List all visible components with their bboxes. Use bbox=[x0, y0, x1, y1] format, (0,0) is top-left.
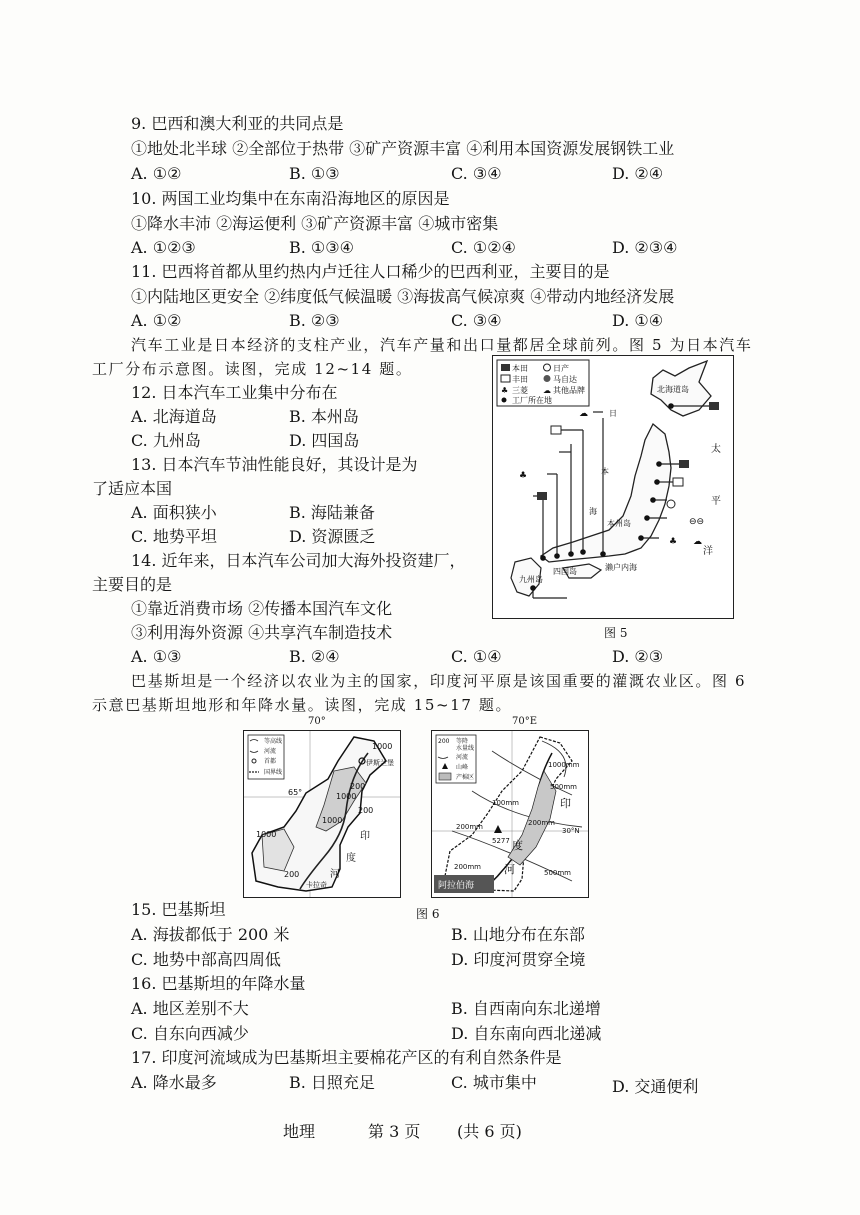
passage-pakistan-line1: 巴基斯坦是一个经济以农业为主的国家，印度河平原是该国重要的灌溉农业区。图 6 bbox=[131, 672, 747, 690]
legend-factory: 工厂所在地 bbox=[512, 396, 552, 405]
legend-iso: 等降 bbox=[456, 738, 469, 745]
q9-items: ①地处北半球 ②全部位于热带 ③矿产资源丰富 ④利用本国资源发展钢铁工业 bbox=[131, 139, 675, 158]
iso-label: 1000mm bbox=[548, 761, 580, 769]
legend-other: 其他品牌 bbox=[553, 386, 585, 395]
legend-border: 国界线 bbox=[264, 769, 283, 776]
fig6-right-lon: 70°E bbox=[512, 716, 538, 727]
iso-label: 200mm bbox=[456, 823, 483, 831]
label-kyushu: 九州岛 bbox=[519, 575, 543, 584]
q9-option-a[interactable]: A. ①② bbox=[131, 164, 182, 183]
q14-items-line2: ③利用海外资源 ④共享汽车制造技术 bbox=[131, 623, 393, 642]
passage-japan-line2: 工厂分布示意图。读图，完成 12~14 题。 bbox=[92, 360, 413, 378]
q17-option-a[interactable]: A. 降水最多 bbox=[131, 1073, 217, 1092]
q12-option-a[interactable]: A. 北海道岛 bbox=[131, 407, 217, 426]
peak-elevation: 5277 bbox=[492, 837, 510, 845]
q10-option-d[interactable]: D. ②③④ bbox=[612, 238, 678, 257]
label-yang: 洋 bbox=[703, 546, 713, 557]
label-shikoku: 四国岛 bbox=[553, 567, 577, 576]
figure-6-terrain-map bbox=[243, 730, 401, 898]
legend-river: 河流 bbox=[264, 748, 277, 755]
q14-items-line1: ①靠近消费市场 ②传播本国汽车文化 bbox=[131, 599, 393, 618]
cotton-icon bbox=[439, 773, 451, 780]
q9-option-b[interactable]: B. ①③ bbox=[289, 164, 340, 183]
mitsubishi-icon: ♣ bbox=[501, 386, 509, 395]
label-islamabad: 伊斯兰堡 bbox=[366, 759, 394, 767]
q14-option-b[interactable]: B. ②④ bbox=[289, 647, 340, 666]
iso-label: 200mm bbox=[454, 863, 481, 871]
label-ben: 本 bbox=[601, 467, 609, 476]
fig6-left-lat: 65° bbox=[288, 788, 303, 797]
q17-option-c[interactable]: C. 城市集中 bbox=[451, 1073, 537, 1092]
label-hokkaido: 北海道岛 bbox=[657, 385, 689, 394]
q12-option-c[interactable]: C. 九州岛 bbox=[131, 431, 201, 450]
q14-stem-line2: 主要目的是 bbox=[92, 575, 173, 594]
toyota-icon bbox=[551, 426, 561, 434]
q11-stem: 11. 巴西将首都从里约热内卢迁往人口稀少的巴西利亚，主要目的是 bbox=[131, 262, 610, 281]
footer-total: (共 6 页) bbox=[457, 1122, 522, 1141]
label-tai: 太 bbox=[711, 444, 721, 455]
q15-option-a[interactable]: A. 海拔都低于 200 米 bbox=[131, 925, 290, 944]
label-honshu: 本州岛 bbox=[607, 519, 631, 528]
legend-honda: 本田 bbox=[512, 364, 528, 373]
footer-subject: 地理 bbox=[283, 1122, 316, 1141]
figure-6-caption: 图 6 bbox=[416, 907, 440, 921]
contour-label: 1000 bbox=[372, 742, 393, 751]
q16-option-b[interactable]: B. 自西南向东北递增 bbox=[451, 999, 601, 1018]
q14-stem-line1: 14. 近年来，日本汽车公司加大海外投资建厂， bbox=[131, 551, 466, 570]
legend-nissan: 日产 bbox=[553, 364, 569, 373]
q12-option-d[interactable]: D. 四国岛 bbox=[289, 431, 360, 450]
passage-pakistan-line2: 示意巴基斯坦地形和年降水量。读图，完成 15~17 题。 bbox=[92, 696, 513, 714]
q10-option-b[interactable]: B. ①③④ bbox=[289, 238, 354, 257]
q11-option-b[interactable]: B. ②③ bbox=[289, 311, 340, 330]
q15-option-c[interactable]: C. 地势中部高四周低 bbox=[131, 950, 281, 969]
label-hai: 海 bbox=[589, 507, 597, 516]
figure-5-caption: 图 5 bbox=[604, 626, 628, 640]
q10-option-c[interactable]: C. ①②④ bbox=[451, 238, 516, 257]
q15-option-d[interactable]: D. 印度河贯穿全境 bbox=[451, 950, 586, 969]
q9-option-d[interactable]: D. ②④ bbox=[612, 164, 664, 183]
nissan-icon bbox=[667, 500, 675, 508]
honda-icon bbox=[501, 364, 510, 371]
honda-icon bbox=[537, 492, 547, 500]
q16-stem: 16. 巴基斯坦的年降水量 bbox=[131, 974, 306, 993]
q15-stem: 15. 巴基斯坦 bbox=[131, 900, 226, 919]
q9-option-c[interactable]: C. ③④ bbox=[451, 164, 502, 183]
other-brand-icon: ☁ bbox=[579, 409, 588, 419]
q13-option-a[interactable]: A. 面积狭小 bbox=[131, 503, 217, 522]
contour-label: 200 bbox=[284, 870, 300, 879]
honda-icon bbox=[679, 460, 689, 468]
contour-label: 200 bbox=[358, 806, 374, 815]
q10-stem: 10. 两国工业均集中在东南沿海地区的原因是 bbox=[131, 189, 450, 208]
q12-option-b[interactable]: B. 本州岛 bbox=[289, 407, 359, 426]
contour-label: 1000 bbox=[322, 816, 343, 825]
label-yin: 印 bbox=[560, 797, 571, 810]
legend-iso-value: 200 bbox=[438, 738, 450, 745]
legend-contour: 等高线 bbox=[264, 738, 283, 745]
toyota-icon bbox=[673, 478, 683, 486]
q17-stem: 17. 印度河流域成为巴基斯坦主要棉花产区的有利自然条件是 bbox=[131, 1048, 562, 1067]
label-du: 度 bbox=[512, 839, 523, 852]
q13-option-c[interactable]: C. 地势平坦 bbox=[131, 527, 217, 546]
q10-items: ①降水丰沛 ②海运便利 ③矿产资源丰富 ④城市密集 bbox=[131, 214, 499, 233]
peak-icon bbox=[494, 825, 502, 833]
q13-option-b[interactable]: B. 海陆兼备 bbox=[289, 503, 375, 522]
legend-mitsubishi: 三菱 bbox=[512, 386, 528, 395]
label-ping: 平 bbox=[711, 496, 721, 507]
q11-items: ①内陆地区更安全 ②纬度低气候温暖 ③海拔高气候凉爽 ④带动内地经济发展 bbox=[131, 287, 675, 306]
q15-option-b[interactable]: B. 山地分布在东部 bbox=[451, 925, 585, 944]
label-arabian-sea: 阿拉伯海 bbox=[438, 881, 475, 891]
fig6-right-lat: 30°N bbox=[562, 827, 580, 835]
label-setonaikai: 濑户内海 bbox=[605, 563, 637, 572]
q10-option-a[interactable]: A. ①②③ bbox=[131, 238, 196, 257]
q14-option-c[interactable]: C. ①④ bbox=[451, 647, 502, 666]
legend-mazda: 马自达 bbox=[553, 375, 577, 384]
iso-label: 100mm bbox=[492, 799, 519, 807]
label-yin: 印 bbox=[360, 831, 370, 842]
q11-option-d[interactable]: D. ①④ bbox=[612, 311, 664, 330]
legend-cotton: 产棉区 bbox=[456, 774, 475, 781]
fig6-left-lon: 70° bbox=[308, 716, 326, 727]
q16-option-d[interactable]: D. 自东南向西北递减 bbox=[451, 1024, 602, 1043]
contour-label: 1000 bbox=[256, 830, 277, 839]
q13-option-d[interactable]: D. 资源匮乏 bbox=[289, 527, 376, 546]
q13-stem-line1: 13. 日本汽车节油性能良好，其设计是为 bbox=[131, 455, 418, 474]
q13-stem-line2: 了适应本国 bbox=[92, 479, 173, 498]
q12-stem: 12. 日本汽车工业集中分布在 bbox=[131, 383, 338, 402]
legend-iso-2: 水量线 bbox=[456, 745, 475, 752]
factory-brand-marks bbox=[537, 402, 719, 508]
iso-label: 200mm bbox=[528, 819, 555, 827]
label-he: 河 bbox=[504, 863, 515, 876]
legend-peak: 山峰 bbox=[456, 764, 469, 771]
label-he: 河 bbox=[330, 869, 340, 880]
q11-option-c[interactable]: C. ③④ bbox=[451, 311, 502, 330]
honshu-outline bbox=[541, 424, 671, 562]
mitsubishi-icon: ♣ bbox=[669, 537, 678, 547]
iso-label: 500mm bbox=[550, 783, 577, 791]
japan-map-svg bbox=[493, 356, 733, 618]
q17-option-b[interactable]: B. 日照充足 bbox=[289, 1073, 375, 1092]
iso-label: 500mm bbox=[544, 869, 571, 877]
label-du: 度 bbox=[346, 853, 356, 864]
q14-option-d[interactable]: D. ②③ bbox=[612, 647, 664, 666]
figure-5-japan-map bbox=[492, 355, 734, 619]
other-brand-icon: ☁ bbox=[693, 537, 702, 547]
other-brand-icon: ☁ bbox=[543, 386, 551, 395]
mazda-icon bbox=[544, 375, 551, 382]
legend-capital: 首都 bbox=[264, 758, 277, 765]
nissan-icon: ⊖⊖ bbox=[689, 517, 705, 527]
legend-river: 河流 bbox=[456, 754, 469, 761]
figure-6-precipitation-map bbox=[431, 730, 589, 898]
q16-option-c[interactable]: C. 自东向西减少 bbox=[131, 1024, 249, 1043]
q16-option-a[interactable]: A. 地区差别不大 bbox=[131, 999, 249, 1018]
mitsubishi-icon: ♣ bbox=[519, 471, 528, 481]
q17-option-d[interactable]: D. 交通便利 bbox=[612, 1077, 699, 1096]
contour-label: 1000 bbox=[336, 792, 357, 801]
legend-toyota: 丰田 bbox=[512, 375, 528, 384]
q9-stem: 9. 巴西和澳大利亚的共同点是 bbox=[131, 114, 344, 133]
q11-option-a[interactable]: A. ①② bbox=[131, 311, 182, 330]
footer-page: 第 3 页 bbox=[368, 1122, 421, 1141]
passage-japan-line1: 汽车工业是日本经济的支柱产业，汽车产量和出口量都居全球前列。图 5 为日本汽车 bbox=[131, 336, 753, 354]
label-ri: 日 bbox=[609, 409, 617, 418]
honda-icon bbox=[709, 402, 719, 410]
contour-label: 200 bbox=[350, 782, 366, 791]
label-karachi: 卡拉奇 bbox=[306, 881, 327, 889]
q14-option-a[interactable]: A. ①③ bbox=[131, 647, 182, 666]
precipitation-map-svg bbox=[432, 731, 588, 897]
terrain-map-svg bbox=[244, 731, 400, 897]
factory-icon bbox=[502, 398, 507, 403]
